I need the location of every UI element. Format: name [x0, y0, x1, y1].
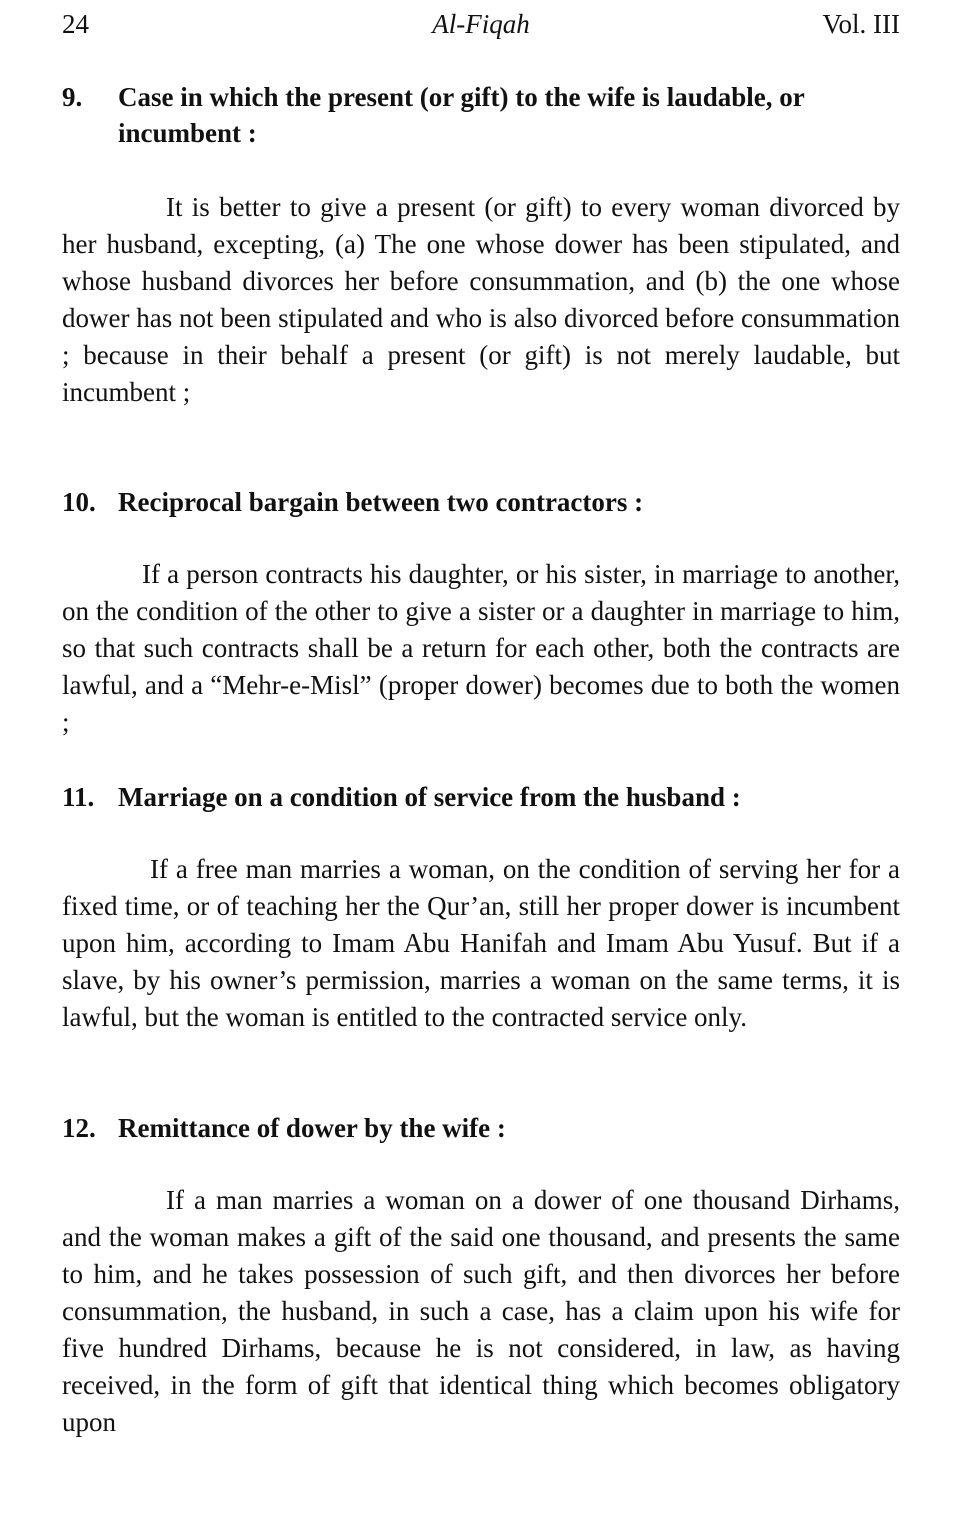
section-title: Case in which the present (or gift) to the wife is laudable, or incumbent :	[118, 82, 805, 148]
section-10	[62, 484, 900, 741]
section-11	[62, 779, 900, 1036]
section-9	[62, 79, 900, 411]
section-number: 11.	[62, 782, 95, 812]
section-number: 9.	[62, 82, 83, 112]
book-title: Al-Fiqah	[432, 9, 530, 39]
section-heading	[62, 484, 900, 520]
section-heading	[62, 779, 900, 815]
section-12	[62, 1110, 900, 1441]
section-heading	[62, 1110, 900, 1146]
section-title: Remittance of dower by the wife :	[118, 1113, 506, 1143]
section-number: 10.	[62, 487, 96, 517]
running-head	[62, 8, 900, 48]
volume-label: Vol. III	[822, 9, 900, 39]
section-body: If a man marries a woman on a dower of one thousand Dirhams, and the woman makes a gift of the said one thousand, and presents the same to him, and he takes possession of such gift, and then divorces her before consummation, the husband, in such a case, has a claim upon his wife for five hundred Dirhams, because he is not considered, in law, as having received, in the form of gift that identical thing which becomes obligatory upon	[62, 1185, 900, 1437]
section-body: If a free man marries a woman, on the condition of serving her for a fixed time, or of teaching her the Qur’an, still her proper dower is incumbent upon him, according to Imam Abu Hanifah and Imam Abu Yusuf. But if a slave, by his owner’s permission, marries a woman on the same terms, it is lawful, but the woman is entitled to the contracted service only.	[62, 854, 900, 1032]
section-body: If a person contracts his daughter, or his sister, in marriage to another, on the condition of the other to give a sister or a daughter in marriage to him, so that such contracts shall be a return for each other, both the contracts are lawful, and a “Mehr-e-Misl” (proper dower) becomes due to both the women ;	[62, 559, 900, 737]
section-title: Marriage on a condition of service from the husband :	[118, 782, 741, 812]
section-title: Reciprocal bargain between two contractors :	[118, 487, 644, 517]
section-heading	[62, 79, 900, 151]
page-number: 24	[62, 9, 89, 39]
section-number: 12.	[62, 1113, 96, 1143]
section-body: It is better to give a present (or gift) to every woman divorced by her husband, excepting, (a) The one whose dower has been stipulated, and whose husband divorces her before consummation, and (b) the one whose dower has not been stipulated and who is also divorced before consummation ; because in their behalf a present (or gift) is not merely laudable, but incumbent ;	[62, 192, 900, 407]
book-page	[62, 0, 900, 1437]
